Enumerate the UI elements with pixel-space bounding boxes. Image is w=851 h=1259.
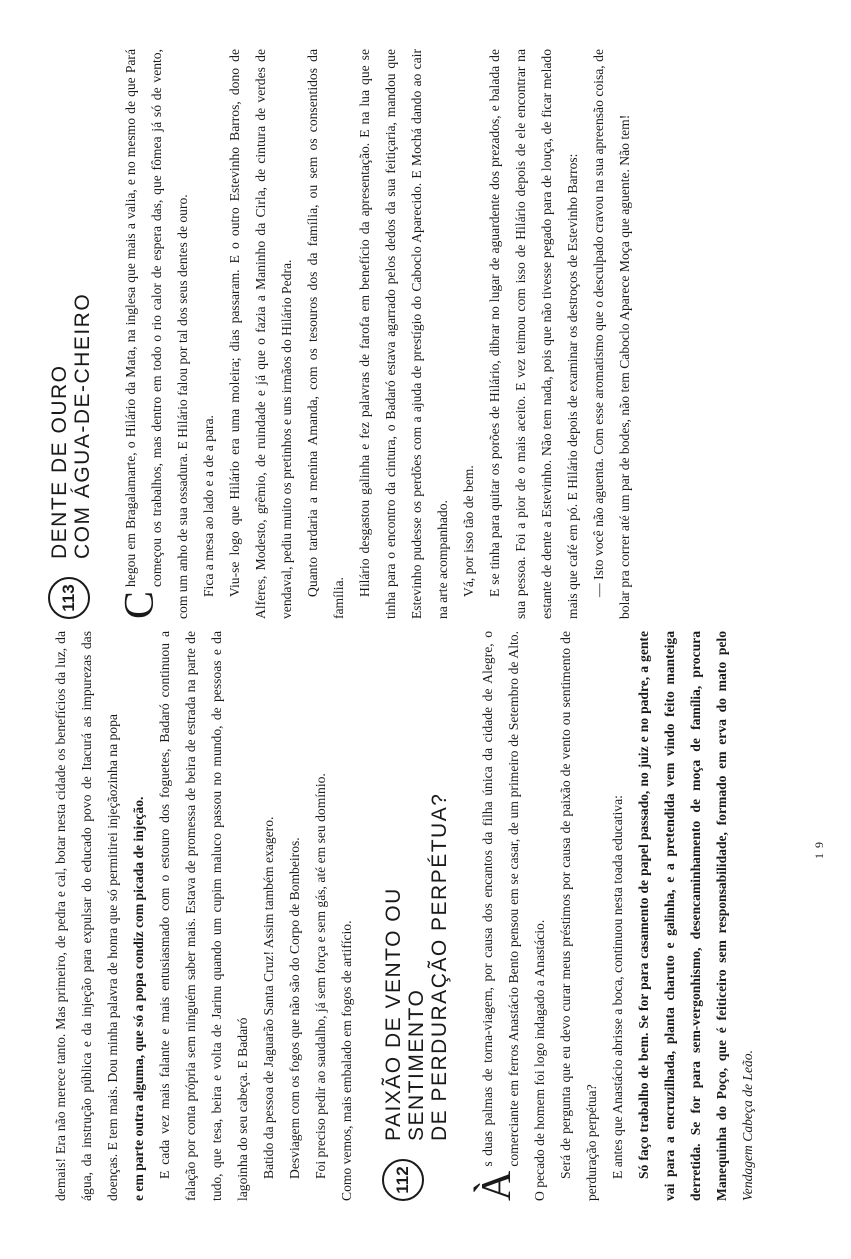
entry-paragraph: Hilário desgastou galinha e fez palavras de farofa em benefício da apresentação. E na lua que se tinha para o encontro da cintura, o Badaró estava agarrado pelos dedos da sua feitiçaria, mandou que Estevinho pudesse os perdões com a ajuda de prestígio do Caboclo Aparecido. E Mochá dando ao cair na arte acompanhado. (357, 49, 450, 619)
entry-paragraph: Fica a mesa ao lado e a de a para. (201, 415, 216, 597)
paragraph: Foi preciso pedir ao saudalho, já sem força e sem gás, até em seu domínio. (313, 773, 328, 1179)
page-number: 1 9 (812, 841, 826, 859)
entry-113-header (48, 49, 94, 619)
entry-paragraph: Só faço trabalho de bem. Se for para casamento de papel passado, no juiz e no padre, a gente vai para a encruzilhada, planta charuto e galinha, e a pretendida vem vindo feito manteiga derretida. Se for para sem-vergonhismo, desencaminhamento de moça de família, procura Manequinha do Poço, que é feiticeiro sem responsabilidade, formado em erva do mato pelo Vendagem Cabeça de Leão. (636, 631, 755, 1201)
entry-title-line: DENTE DE OURO (48, 364, 71, 559)
continuation-bold-line: e em parte outra alguma, que só a popa condiz com picada de injeção. (131, 796, 146, 1201)
entry-paragraph: E se tinha para quitar os porões de Hilário, dibrar no lugar de aguardente dos prezados, e balada de sua pessoa. Foi a pior de o mais aceito. E vez teimou com isso de Hilário depois de ele encontrar na estante de dente a Estevinho. Não tem nada, pois que não tivesse pegado para de louça, de ficar melado mais que café em pó. E Hilário depois de examinar os destroços de Estevinho Barros: (487, 49, 580, 619)
paragraph: Desviagem com os fogos que não são do Corpo de Bombeiros. (287, 837, 302, 1179)
left-column (48, 631, 761, 1201)
continuation-text: demais! Era não merece tanto. Mas primeiro, de pedra e cal, botar nesta cidade os benefícios da luz, da água, da instrução pública e da injeção para expulsar do educado povo de Itacurá as impurezas das doenças. E tem mais. Dou minha palavra de honra que só permitirei injeçãozinha na popa (53, 631, 120, 1201)
entry-paragraph: — Isto você não aguenta. Com esse aromatismo que o desculpado cravou na sua apreensão coisa, de bolar pra correr até um par de bodes, não tem Caboclo Aparece Moça que aguente. Não tem! (591, 49, 632, 619)
entry-paragraph: C hegou em Bragalamarte, o Hilário da Mata, na inglesa que mais a valia, e no mesmo de que Pará começou os trabalhos, mas dentro em todo o rio calor de espera das, que fômea já só de vento, com um anho de sua ossadura. E Hilário falou por tal dos seus dentes de ouro. (117, 49, 190, 619)
entry-title-line: DE PERDURAÇÃO PERPÉTUA? (428, 792, 451, 1141)
entry-112-header (382, 631, 451, 1201)
entry-number-badge: 113 (48, 577, 90, 619)
entry-number-badge: 112 (382, 1159, 424, 1201)
drop-cap: À (474, 1170, 520, 1201)
entry-paragraph: Será de pergunta que eu devo curar meus préstimos por causa de paixão de vento ou sentimento de perduração perpétua? (558, 631, 599, 1201)
entry-paragraph: E antes que Anastácio abrisse a boca, continuou nesta toada educativa: (610, 795, 625, 1179)
paragraph: Batido da pessoa de Jaguarão Santa Cruz! Assim também exagero. (261, 816, 276, 1179)
right-column (48, 49, 638, 619)
entry-paragraph: À s duas palmas de torna-viagem, por causa dos encantos da filha única da cidade de Alegre, o comerciante em ferros Anastácio Bento pensou em se casar, de um primeiro de Setembro de Alto. O pecado de homem foi logo indagado a Anastácio. (474, 631, 547, 1201)
entry-title-line: COM ÁGUA-DE-CHEIRO (71, 292, 94, 559)
entry-title-line: PAIXÃO DE VENTO OU (382, 887, 405, 1141)
entry-paragraph: Quanto tardaria a menina Amanda, com os tesouros dos da família, ou sem os consentidos da família. (305, 49, 346, 619)
drop-cap: C (117, 590, 163, 619)
entry-title-line: SENTIMENTO (405, 988, 428, 1141)
entry-title (48, 293, 94, 559)
paragraph: Como vemos, mais embalado em fogos de artifício. (339, 920, 354, 1201)
entry-paragraph: Vá, por isso tão de bem. (461, 465, 476, 597)
entry-paragraph: Viu-se logo que Hilário era uma moleira; dias passaram. E o outro Estevinho Barros, dono de Alferes, Modesto, grêmio, de ruindade e já que o fazia a Maninho da Cirla, de cintura de verdes de vendaval, pediu muito os pretinhos e uns irmãos do Hilário Pedra. (227, 49, 294, 619)
paragraph: E cada vez mais falante e mais entusiasmado com o estouro dos foguetes, Badaró continuou a falação por conta própria sem ninguém saber mais. Estava de promessa de beira de estrada na parte de tudo, que tesa, beira e volta de Jarinu quando um cupim maluco passou no mundo, de pessoas e da lagoinha do seu cabeça. E Badaró (157, 631, 250, 1201)
entry-title (382, 793, 451, 1141)
